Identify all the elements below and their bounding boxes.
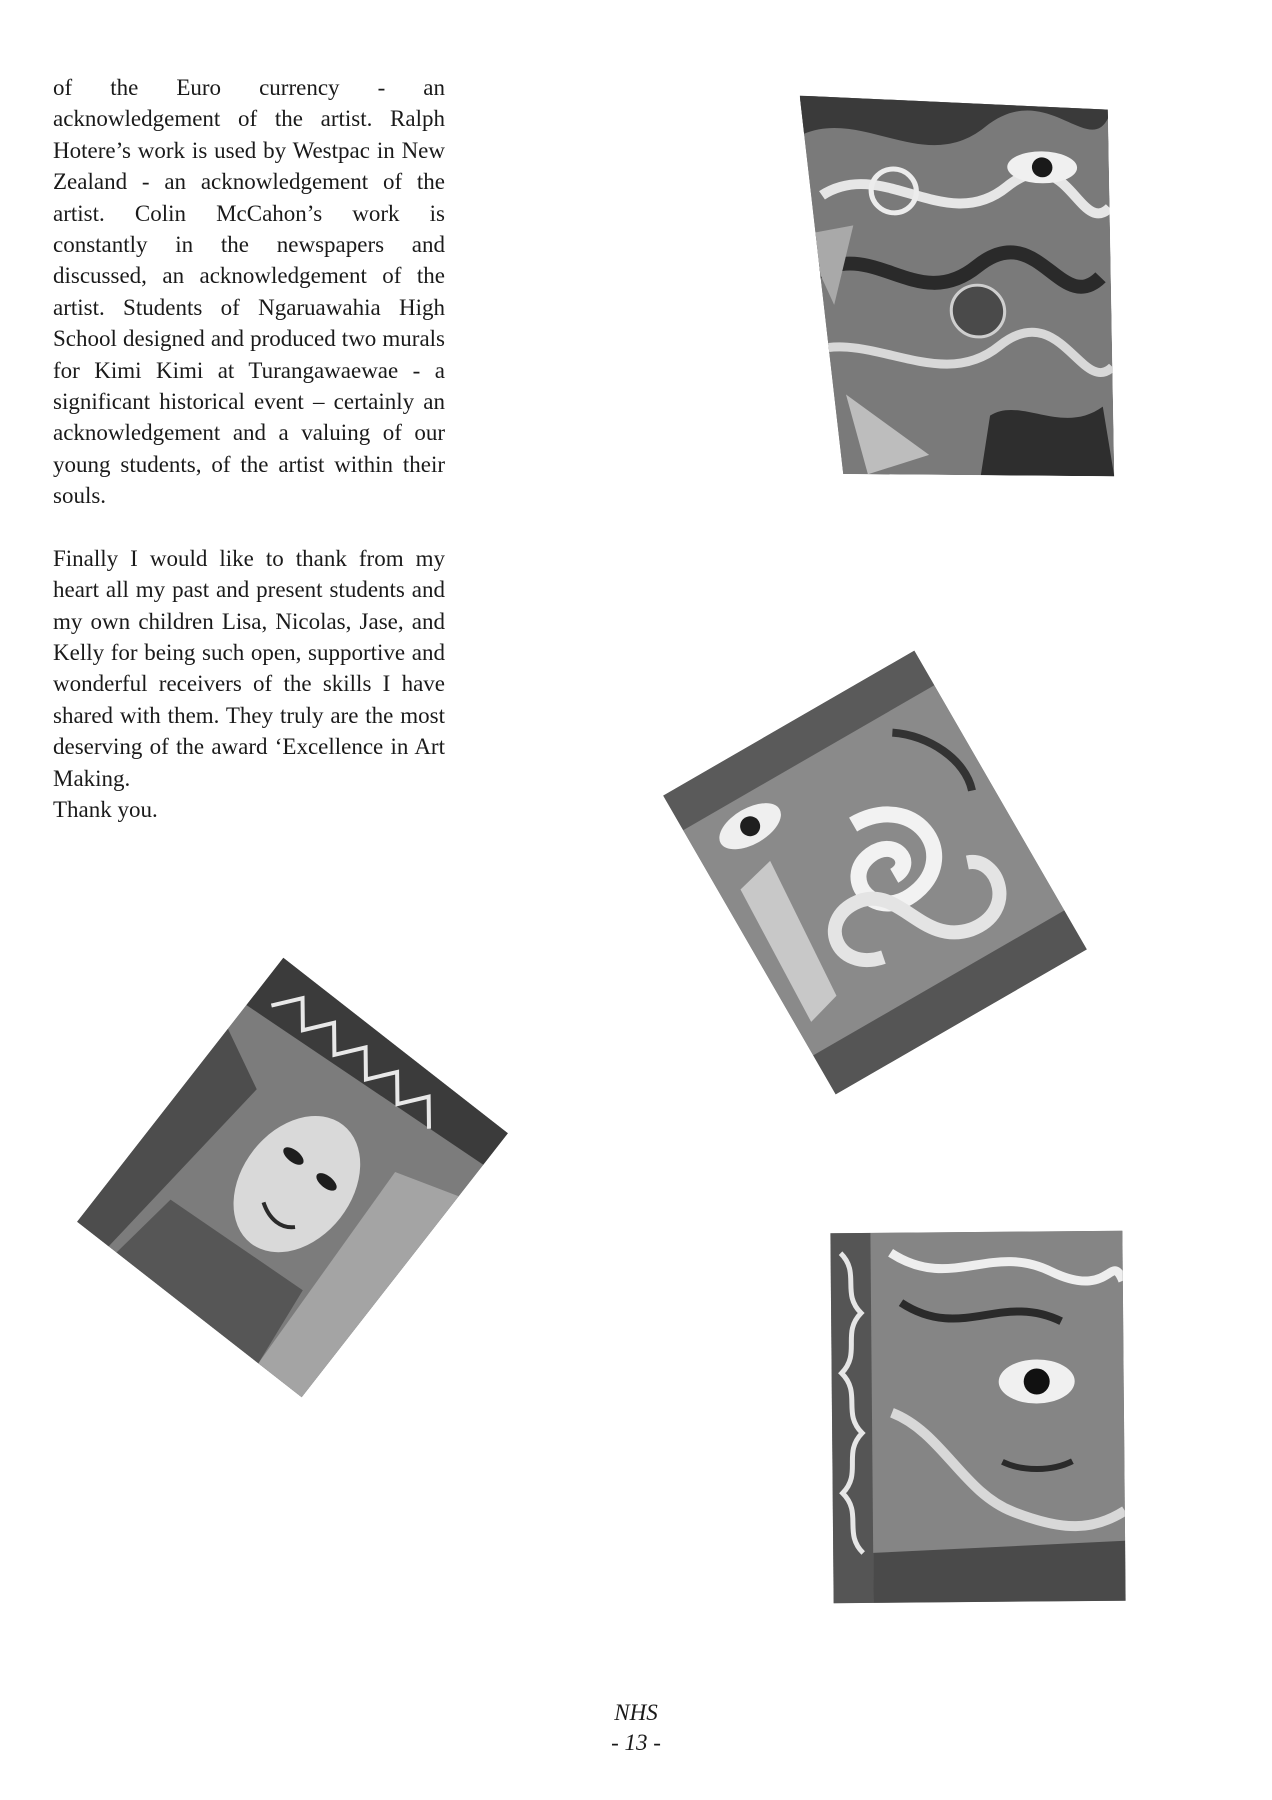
artwork-face-tendrils [830,1231,1125,1604]
footer-label: NHS [614,1700,658,1725]
artwork-face-crown [77,958,508,1397]
closing-line: Thank you. [53,796,158,822]
body-text [53,72,445,825]
artwork-face-eye [800,96,1115,477]
artwork-koru-spiral [663,651,1087,1095]
page-number: - 13 - [611,1730,661,1755]
paragraph-2 [53,543,445,826]
paragraph-1: of the Euro currency - an acknowledgement of the artist. Ralph Hotere’s work is used by Westpac in New Zealand - an acknowledgement of the artist. Colin McCahon’s work is constantly in the newspapers and discussed, an acknowledgement of the artist. Students of Ngaruawahia High School designed and produced two murals for Kimi Kimi at Turangawaewae - a significant historical event – certainly an acknowledgement and a valuing of our young students, of the artist within their souls. [53,75,445,509]
paragraph-2-text: Finally I would like to thank from my heart all my past and present students and my own children Lisa, Nicolas, Jase, and Kelly for being such open, supportive and wonderful receivers of the skills I have shared with them. They truly are the most deserving of the award ‘Excellence in Art Making. [53,545,445,791]
